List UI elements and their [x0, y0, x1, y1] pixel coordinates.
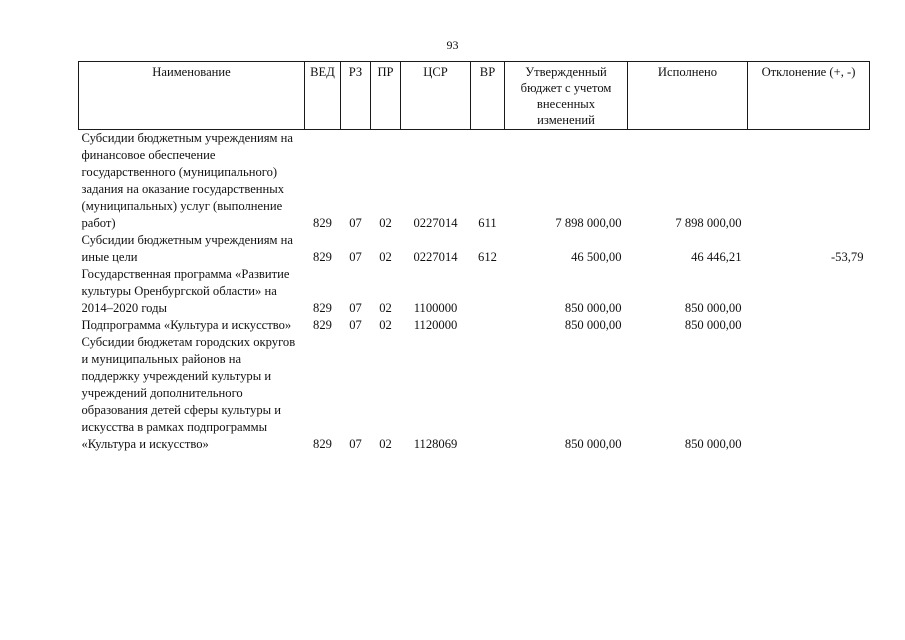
- table-row: [79, 266, 870, 317]
- table-row: [79, 232, 870, 266]
- header-vr: ВР: [471, 62, 505, 130]
- row-rz: 07: [349, 318, 362, 332]
- row-pr: 02: [379, 318, 392, 332]
- table-row: [79, 317, 870, 334]
- table-row: [79, 130, 870, 233]
- row-ved: 829: [313, 318, 332, 332]
- row-approved: 850 000,00: [564, 318, 622, 332]
- row-name: Субсидии бюджетным учреждениям на финансовое обеспечение государственного (муниципального) задания на оказание государственных (муниципальных) услуг (выполнение работ): [81, 131, 293, 230]
- row-pr: 02: [379, 301, 392, 315]
- row-deviation: -53,79: [830, 250, 864, 264]
- row-csr: 0227014: [413, 250, 458, 264]
- row-approved: 46 500,00: [571, 250, 622, 264]
- header-executed: Исполнено: [628, 62, 748, 130]
- row-executed: 850 000,00: [684, 318, 742, 332]
- table-header-row: [79, 62, 870, 130]
- row-vr: [471, 266, 505, 317]
- header-rz: РЗ: [341, 62, 371, 130]
- header-approved-budget: Утвержденный бюджет с учетом внесенных изменений: [505, 62, 628, 130]
- row-ved: 829: [313, 250, 332, 264]
- row-pr: 02: [379, 437, 392, 451]
- row-deviation: [748, 266, 870, 317]
- row-csr: 1128069: [413, 437, 458, 451]
- row-ved: 829: [313, 216, 332, 230]
- row-rz: 07: [349, 250, 362, 264]
- row-executed: 850 000,00: [684, 301, 742, 315]
- row-name: Субсидии бюджетам городских округов и муниципальных районов на поддержку учреждений культуры и учреждений дополнительного образования детей сферы культуры и искусства в рамках подпрограммы «Культура и искусство»: [81, 335, 296, 451]
- row-name: Субсидии бюджетным учреждениям на иные цели: [81, 233, 293, 264]
- row-ved: 829: [313, 301, 332, 315]
- row-pr: 02: [379, 216, 392, 230]
- row-executed: 46 446,21: [691, 250, 742, 264]
- row-vr: [471, 334, 505, 453]
- row-pr: 02: [379, 250, 392, 264]
- row-name: Подпрограмма «Культура и искусство»: [81, 318, 292, 332]
- table-row: [79, 334, 870, 453]
- row-rz: 07: [349, 301, 362, 315]
- row-vr: 612: [478, 250, 497, 264]
- budget-execution-table: [78, 61, 870, 453]
- row-csr: 1100000: [413, 301, 458, 315]
- row-csr: 1120000: [413, 318, 458, 332]
- header-deviation: Отклонение (+, -): [748, 62, 870, 130]
- header-ved: ВЕД: [305, 62, 341, 130]
- row-vr: [471, 317, 505, 334]
- row-approved: 7 898 000,00: [555, 216, 622, 230]
- row-rz: 07: [349, 437, 362, 451]
- row-rz: 07: [349, 216, 362, 230]
- header-name: Наименование: [79, 62, 305, 130]
- row-deviation: [748, 334, 870, 453]
- header-pr: ПР: [371, 62, 401, 130]
- row-approved: 850 000,00: [564, 301, 622, 315]
- row-executed: 7 898 000,00: [675, 216, 742, 230]
- row-deviation: [748, 317, 870, 334]
- page-number: 93: [446, 38, 459, 52]
- header-csr: ЦСР: [401, 62, 471, 130]
- row-deviation: [748, 130, 870, 233]
- row-executed: 850 000,00: [684, 437, 742, 451]
- row-csr: 0227014: [413, 216, 458, 230]
- row-ved: 829: [313, 437, 332, 451]
- row-approved: 850 000,00: [564, 437, 622, 451]
- row-vr: 611: [478, 216, 497, 230]
- row-name: Государственная программа «Развитие культуры Оренбургской области» на 2014–2020 годы: [81, 267, 290, 315]
